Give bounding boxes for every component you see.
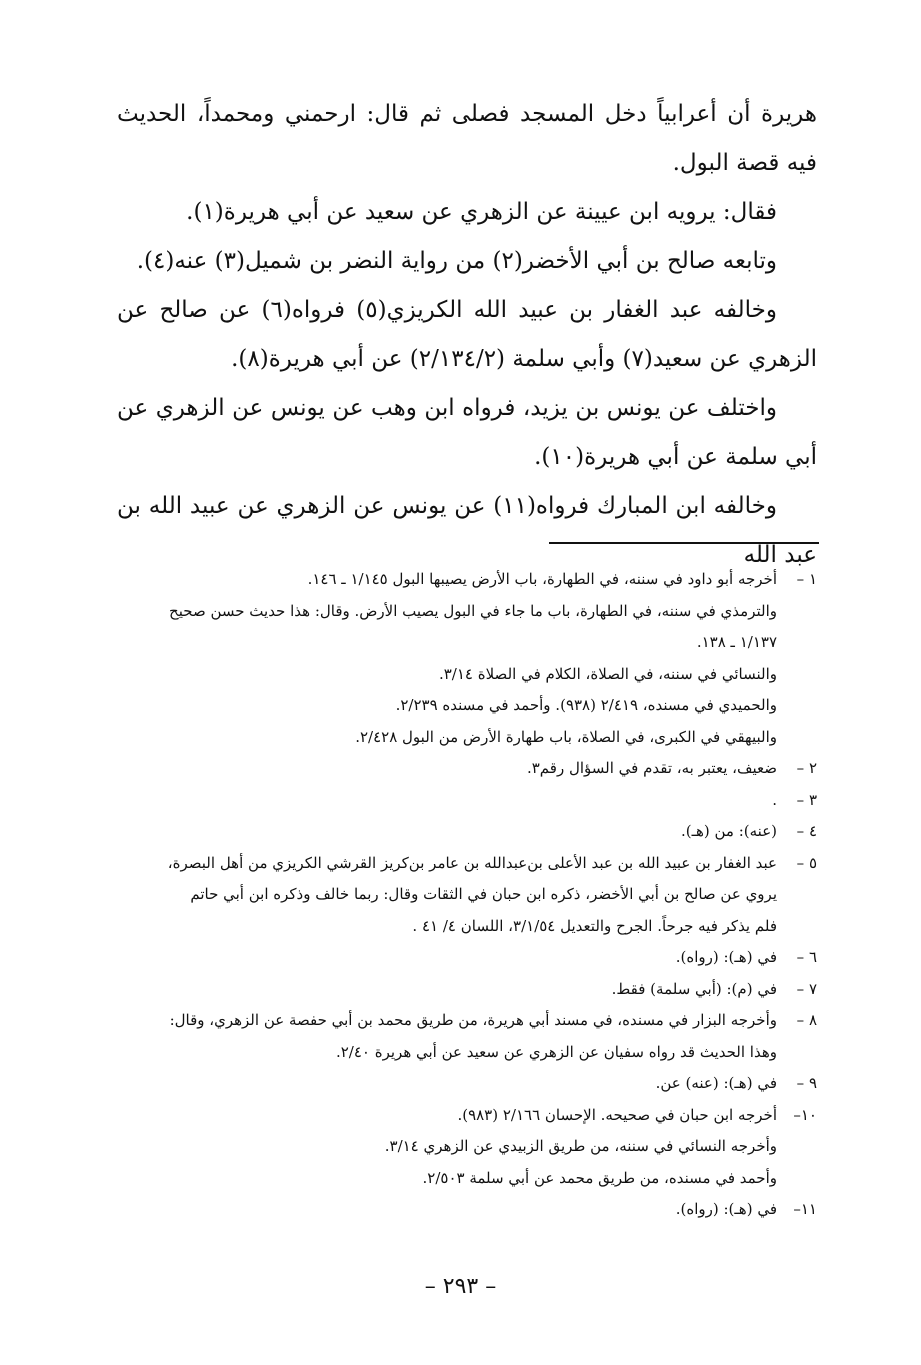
footnote-text: [102, 1005, 777, 1068]
footnote-text: [102, 816, 777, 848]
footnote-line: وأخرجه البزار في مسنده، في مسند أبي هريرة، من طريق محمد بن أبي حفصة عن الزهري، وقال:: [169, 1011, 777, 1029]
footnote-line: في (هـ): (رواه).: [675, 948, 777, 966]
body-paragraph: وتابعه صالح بن أبي الأخضر(٢) من رواية النضر بن شميل(٣) عنه(٤).: [136, 248, 777, 274]
footnote: [102, 1100, 817, 1195]
footnote-line: وأحمد في مسنده، من طريق محمد عن أبي سلمة ٢/٥٠٣.: [422, 1168, 777, 1187]
footnote-line: (عنه): من (هـ).: [680, 822, 777, 840]
footnote-line: فلم يذكر فيه جرحاً. الجرح والتعديل ٣/١/٥٤، اللسان ٤/ ٤١ .: [412, 916, 777, 935]
footnote-line: يروي عن صالح بن أبي الأخضر، ذكره ابن حبان في الثقات وقال: ربما خالف وذكره ابن أبي حاتم: [190, 885, 777, 903]
footnote-text: [102, 974, 777, 1006]
footnote-text: [102, 753, 777, 785]
footnote-line: وهذا الحديث قد رواه سفيان عن الزهري عن سعيد عن أبي هريرة ٢/٤٠.: [335, 1042, 777, 1061]
footnote: [102, 848, 817, 943]
footnote-line: أخرجه أبو داود في سننه، في الطهارة، باب الأرض يصيبها البول ١/١٤٥ ـ ١٤٦.: [307, 570, 777, 588]
footnote-number: ١ –: [796, 570, 817, 588]
footnote-line: والبيهقي في الكبرى، في الصلاة، باب طهارة الأرض من البول ٢/٤٢٨.: [355, 727, 777, 746]
footnote-number: ٣ –: [796, 790, 817, 809]
footnote-line: في (م): (أبي سلمة) فقط.: [611, 979, 777, 998]
footnote-number: ٧ –: [796, 979, 817, 998]
footnote-line: ١/١٣٧ ـ ١٣٨.: [696, 633, 777, 651]
footnote-line: والترمذي في سننه، في الطهارة، باب ما جاء في البول يصيب الأرض. وقال: هذا حديث حسن صحيح: [169, 601, 777, 620]
footnote-text: [102, 1068, 777, 1100]
footnote-number: ٩ –: [796, 1074, 817, 1092]
footnote-line: في (هـ): (رواه).: [675, 1200, 777, 1218]
footnote: [102, 816, 817, 848]
footnote: [102, 942, 817, 974]
footnote-number: ٤ –: [796, 822, 817, 840]
footnote: [102, 974, 817, 1006]
footnote: [102, 1068, 817, 1100]
footnote-number: ٨ –: [796, 1011, 817, 1029]
footnote-number: ٢ –: [796, 759, 817, 777]
footnote: [102, 564, 817, 753]
footnote-line: عبد الغفار بن عبيد الله بن عبد الأعلى بن‌عبدالله بن عامر بن‌كريز القرشي الكريزي من أهل البصرة،: [167, 853, 777, 872]
footnote-text: [102, 1194, 777, 1226]
footnotes: [102, 564, 817, 1226]
body-paragraph: واختلف عن يونس بن يزيد، فرواه ابن وهب عن يونس عن الزهري عن أبي سلمة عن أبي هريرة(١٠).: [117, 395, 817, 470]
body-paragraph: فقال: يرويه ابن عيينة عن الزهري عن سعيد عن أبي هريرة(١).: [186, 199, 777, 225]
body-paragraph: وخالفه عبد الغفار بن عبيد الله الكريزي(٥) فرواه(٦) عن صالح عن الزهري عن سعيد(٧) وأبي سلمة (٢/١٣٤/٢) عن أبي هريرة(٨).: [117, 297, 817, 372]
main-text: [117, 90, 817, 580]
footnote-text: [102, 785, 777, 817]
body-paragraph: هريرة أن أعرابياً دخل المسجد فصلى ثم قال: ارحمني ومحمداً، الحديث فيه قصة البول.: [117, 101, 817, 176]
footnote-line: والحميدي في مسنده، ٢/٤١٩ (٩٣٨). وأحمد في مسنده ٢/٢٣٩.: [395, 696, 777, 714]
footnote-text: [102, 564, 777, 753]
footnote: [102, 1194, 817, 1226]
footnote-number: ١٠–: [793, 1105, 817, 1124]
footnote-line: .: [772, 790, 777, 809]
body-paragraph: وخالفه ابن المبارك فرواه(١١) عن يونس عن الزهري عن عبيد الله بن عبد الله: [117, 493, 817, 568]
footnote-line: ضعيف، يعتبر به، تقدم في السؤال رقم٣.: [526, 759, 777, 777]
footnote-number: ١١–: [793, 1200, 817, 1218]
footnote: [102, 1005, 817, 1068]
footnote: [102, 785, 817, 817]
footnote-text: [102, 942, 777, 974]
footnote: [102, 753, 817, 785]
footnote-divider: [549, 542, 819, 544]
footnote-text: [102, 848, 777, 943]
footnote-text: [102, 1100, 777, 1195]
footnote-number: ٦ –: [796, 948, 817, 966]
footnote-line: وأخرجه النسائي في سننه، من طريق الزبيدي عن الزهري ٣/١٤.: [384, 1137, 777, 1155]
footnote-line: والنسائي في سننه، في الصلاة، الكلام في الصلاة ٣/١٤.: [438, 664, 777, 683]
footnote-number: ٥ –: [796, 853, 817, 872]
footnote-line: في (هـ): (عنه) عن.: [655, 1074, 777, 1092]
page-number: – ٢٩٣ –: [424, 1274, 497, 1299]
footnote-line: أخرجه ابن حبان في صحيحه. الإحسان ٢/١٦٦ (٩٨٣).: [457, 1105, 777, 1124]
